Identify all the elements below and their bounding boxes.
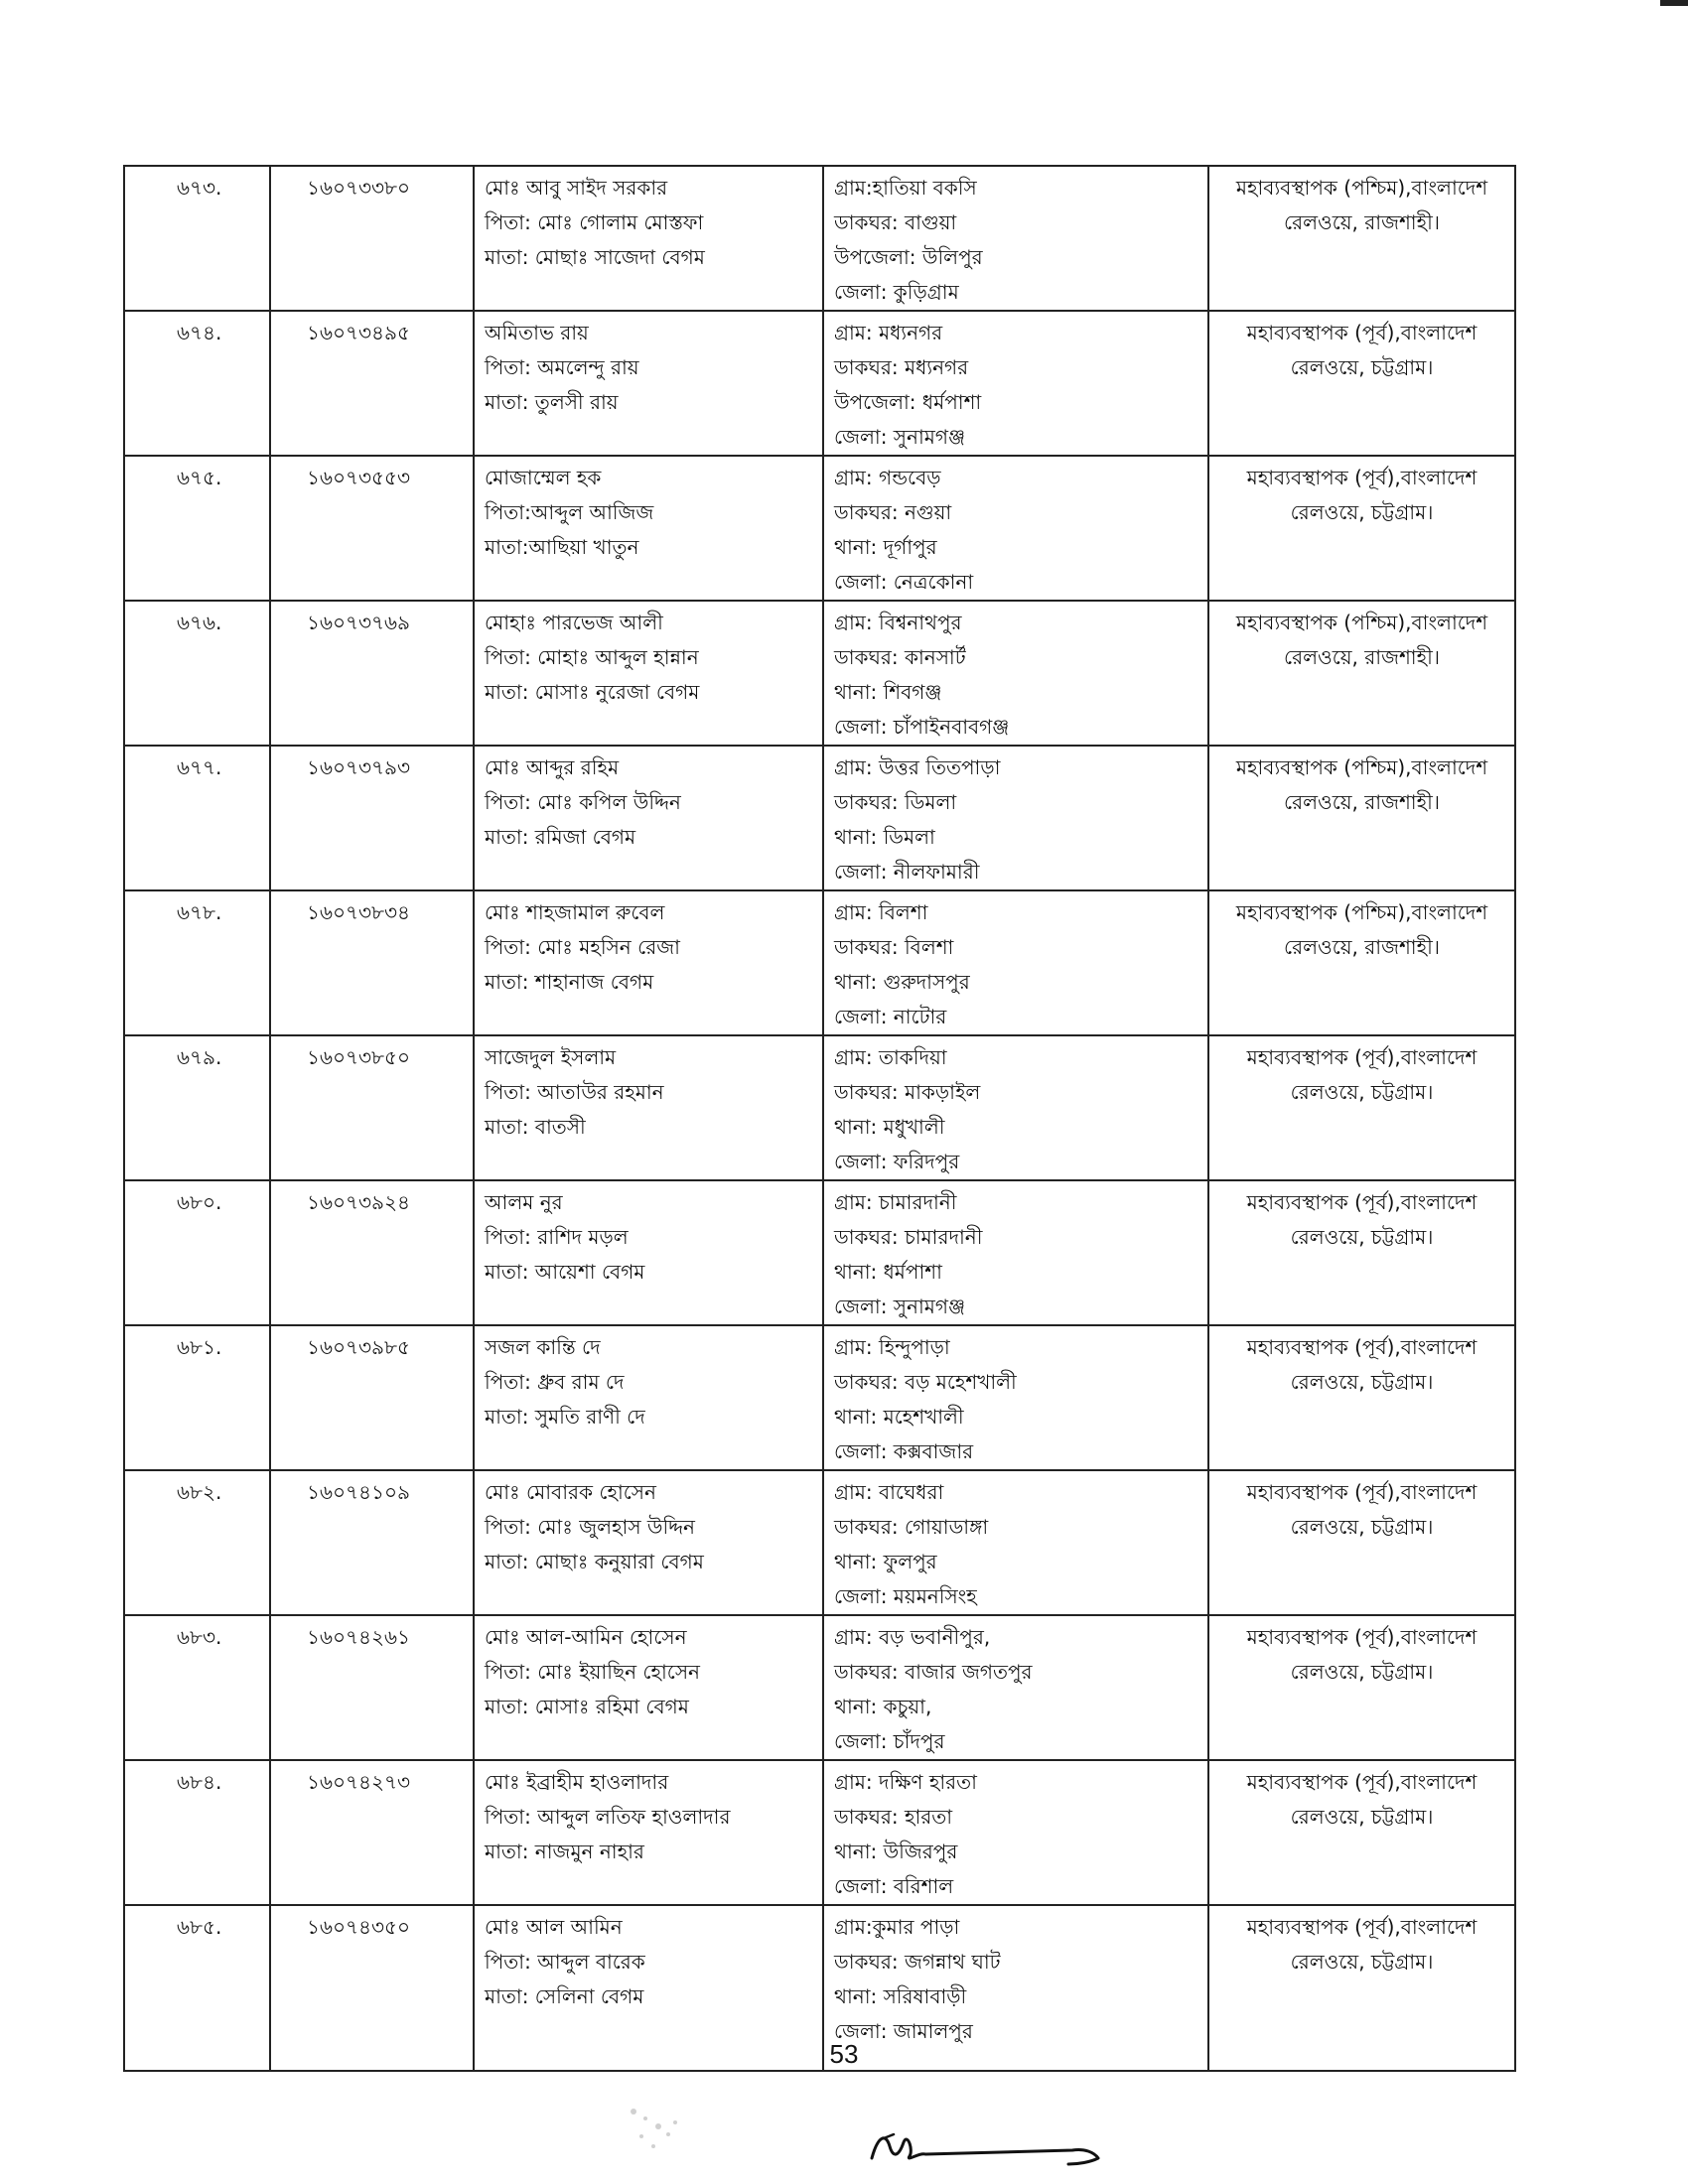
name-line: মাতা: সেলিনা বেগম (485, 1984, 644, 2008)
office-cell (1208, 601, 1515, 746)
table-row (124, 1035, 1515, 1180)
table-row (124, 1470, 1515, 1615)
serial-number: ৬৭৮. (177, 900, 222, 924)
name-line: মাতা: তুলসী রায় (485, 390, 619, 414)
name-line: মাতা: মোছাঃ কনুয়ারা বেগম (485, 1550, 704, 1573)
address-line: থানা: গুরুদাসপুর (834, 970, 970, 994)
name-line: মোহাঃ পারভেজ আলী (485, 611, 663, 634)
roll-cell (270, 1760, 474, 1905)
name-cell (474, 890, 823, 1035)
address-line: ডাকঘর: মধ্যনগর (834, 355, 969, 379)
address-line: জেলা: বরিশাল (834, 1874, 954, 1898)
table-row (124, 1325, 1515, 1470)
serial-cell (124, 166, 270, 311)
address-line: উপজেলা: ধর্মপাশা (834, 390, 982, 414)
roll-number: ১৬০৭৩৫৫৩ (307, 466, 410, 489)
name-line: মোঃ ইব্রাহীম হাওলাদার (485, 1770, 669, 1794)
name-line: পিতা: আব্দুল বারেক (485, 1950, 645, 1974)
serial-number: ৬৭৫. (177, 466, 222, 489)
roll-cell (270, 746, 474, 890)
candidate-table (123, 165, 1516, 2072)
office-line: রেলওয়ে, রাজশাহী। (1284, 935, 1440, 959)
office-line: রেলওয়ে, চট্টগ্রাম। (1290, 1370, 1434, 1394)
table-row (124, 166, 1515, 311)
office-line: মহাব্যবস্থাপক (পূর্ব),বাংলাদেশ (1246, 321, 1477, 344)
address-line: জেলা: কুড়িগ্রাম (834, 280, 959, 304)
name-line: আলম নুর (485, 1190, 563, 1214)
address-line: থানা: সরিষাবাড়ী (834, 1984, 967, 2008)
address-line: থানা: ডিমলা (834, 825, 935, 849)
office-line: রেলওয়ে, চট্টগ্রাম। (1290, 1225, 1434, 1249)
serial-number: ৬৭৩. (177, 176, 222, 200)
serial-cell (124, 890, 270, 1035)
roll-cell (270, 456, 474, 601)
name-line: পিতা: আব্দুল লতিফ হাওলাদার (485, 1805, 731, 1829)
table-row (124, 1180, 1515, 1325)
roll-number: ১৬০৭৩৩৮০ (307, 176, 410, 200)
serial-cell (124, 1180, 270, 1325)
roll-number: ১৬০৭৩৯২৪ (307, 1190, 410, 1214)
office-cell (1208, 1760, 1515, 1905)
name-line: মোঃ আল-আমিন হোসেন (485, 1625, 687, 1649)
roll-number: ১৬০৭৩৭৬৯ (307, 611, 410, 634)
address-line: ডাকঘর: নগুয়া (834, 500, 952, 524)
serial-number: ৬৮৪. (177, 1770, 222, 1794)
table-row (124, 311, 1515, 456)
office-line: মহাব্যবস্থাপক (পূর্ব),বাংলাদেশ (1246, 1045, 1477, 1069)
address-line: গ্রাম: তাকদিয়া (834, 1045, 947, 1069)
address-line: ডাকঘর: বাজার জগতপুর (834, 1660, 1033, 1684)
serial-cell (124, 456, 270, 601)
address-line: ডাকঘর: বিলশা (834, 935, 954, 959)
name-line: মোঃ মোবারক হোসেন (485, 1480, 656, 1504)
serial-number: ৬৮০. (177, 1190, 222, 1214)
name-line: পিতা: মোঃ কপিল উদ্দিন (485, 790, 681, 814)
office-line: রেলওয়ে, চট্টগ্রাম। (1290, 355, 1434, 379)
name-line: মাতা: নাজমুন নাহার (485, 1840, 644, 1863)
address-line: ডাকঘর: হারতা (834, 1805, 953, 1829)
name-line: সজল কান্তি দে (485, 1335, 601, 1359)
address-line: জেলা: সুনামগঞ্জ (834, 1295, 966, 1318)
name-line: পিতা: মোঃ ইয়াছিন হোসেন (485, 1660, 700, 1684)
name-line: মাতা: বাতসী (485, 1115, 586, 1139)
serial-number: ৬৮৩. (177, 1625, 222, 1649)
serial-number: ৬৭৪. (177, 321, 222, 344)
name-line: অমিতাভ রায় (485, 321, 589, 344)
table-row (124, 890, 1515, 1035)
address-line: গ্রাম: বাঘেধরা (834, 1480, 944, 1504)
roll-number: ১৬০৭৩৭৯৩ (307, 755, 410, 779)
office-line: মহাব্যবস্থাপক (পূর্ব),বাংলাদেশ (1246, 1625, 1477, 1649)
address-line: ডাকঘর: মাকড়াইল (834, 1080, 981, 1104)
address-line: জেলা: ফরিদপুর (834, 1150, 960, 1173)
serial-cell (124, 746, 270, 890)
name-line: সাজেদুল ইসলাম (485, 1045, 617, 1069)
roll-cell (270, 1615, 474, 1760)
scan-edge-mark (1660, 0, 1688, 6)
office-line: মহাব্যবস্থাপক (পূর্ব),বাংলাদেশ (1246, 1480, 1477, 1504)
name-cell (474, 1615, 823, 1760)
name-line: মোঃ আবু সাইদ সরকার (485, 176, 668, 200)
address-line: থানা: উজিরপুর (834, 1840, 958, 1863)
serial-number: ৬৭৬. (177, 611, 222, 634)
office-cell (1208, 456, 1515, 601)
name-cell (474, 1470, 823, 1615)
name-line: পিতা: ধ্রুব রাম দে (485, 1370, 625, 1394)
address-cell (823, 456, 1208, 601)
address-line: জেলা: ময়মনসিংহ (834, 1584, 977, 1608)
stamp-smudge (614, 2097, 703, 2156)
serial-cell (124, 311, 270, 456)
office-line: রেলওয়ে, চট্টগ্রাম। (1290, 1660, 1434, 1684)
office-line: মহাব্যবস্থাপক (পূর্ব),বাংলাদেশ (1246, 1335, 1477, 1359)
name-line: মোজাম্মেল হক (485, 466, 602, 489)
address-line: থানা: ধর্মপাশা (834, 1260, 942, 1284)
address-line: গ্রাম: বিশ্বনাথপুর (834, 611, 962, 634)
address-line: জেলা: নাটোর (834, 1005, 947, 1028)
office-line: মহাব্যবস্থাপক (পশ্চিম),বাংলাদেশ (1235, 176, 1488, 200)
name-cell (474, 166, 823, 311)
serial-number: ৬৭৭. (177, 755, 222, 779)
roll-cell (270, 311, 474, 456)
roll-cell (270, 890, 474, 1035)
name-line: মাতা: মোসাঃ নুরেজা বেগম (485, 680, 700, 704)
address-line: গ্রাম: উত্তর তিতপাড়া (834, 755, 1001, 779)
office-line: রেলওয়ে, চট্টগ্রাম। (1290, 500, 1434, 524)
address-line: গ্রাম: বিলশা (834, 900, 928, 924)
address-cell (823, 601, 1208, 746)
address-line: ডাকঘর: বড় মহেশখালী (834, 1370, 1017, 1394)
serial-number: ৬৮২. (177, 1480, 222, 1504)
office-cell (1208, 746, 1515, 890)
address-line: থানা: ফুলপুর (834, 1550, 937, 1573)
roll-cell (270, 166, 474, 311)
address-line: ডাকঘর: চামারদানী (834, 1225, 983, 1249)
office-line: রেলওয়ে, চট্টগ্রাম। (1290, 1950, 1434, 1974)
address-line: গ্রাম: দক্ষিণ হারতা (834, 1770, 977, 1794)
office-line: মহাব্যবস্থাপক (পশ্চিম),বাংলাদেশ (1235, 611, 1488, 634)
table-row (124, 1615, 1515, 1760)
office-cell (1208, 1615, 1515, 1760)
serial-number: ৬৮১. (177, 1335, 222, 1359)
name-cell (474, 746, 823, 890)
address-line: ডাকঘর: জগন্নাথ ঘাট (834, 1950, 1001, 1974)
address-cell (823, 890, 1208, 1035)
office-line: মহাব্যবস্থাপক (পূর্ব),বাংলাদেশ (1246, 1770, 1477, 1794)
roll-number: ১৬০৭৩৪৯৫ (307, 321, 410, 344)
address-line: গ্রাম: বড় ভবানীপুর, (834, 1625, 991, 1649)
office-line: রেলওয়ে, চট্টগ্রাম। (1290, 1805, 1434, 1829)
address-line: গ্রাম: চামারদানী (834, 1190, 957, 1214)
name-line: মাতা:আছিয়া খাতুন (485, 535, 639, 559)
office-line: রেলওয়ে, চট্টগ্রাম। (1290, 1080, 1434, 1104)
office-cell (1208, 1325, 1515, 1470)
name-line: পিতা: মোঃ জুলহাস উদ্দিন (485, 1515, 695, 1539)
roll-number: ১৬০৭৪৩৫০ (307, 1915, 410, 1939)
roll-number: ১৬০৭৩৮৫০ (307, 1045, 410, 1069)
address-line: জেলা: নীলফামারী (834, 860, 980, 884)
address-cell (823, 1180, 1208, 1325)
address-line: গ্রাম: গন্ডবেড় (834, 466, 941, 489)
roll-cell (270, 1325, 474, 1470)
serial-cell (124, 601, 270, 746)
table-row (124, 1760, 1515, 1905)
name-line: পিতা:আব্দুল আজিজ (485, 500, 654, 524)
office-line: রেলওয়ে, চট্টগ্রাম। (1290, 1515, 1434, 1539)
signature (864, 2124, 1112, 2174)
table-row (124, 456, 1515, 601)
roll-number: ১৬০৭৩৮৩৪ (307, 900, 410, 924)
serial-cell (124, 1760, 270, 1905)
office-cell (1208, 166, 1515, 311)
name-cell (474, 1035, 823, 1180)
roll-number: ১৬০৭৪২৭৩ (307, 1770, 410, 1794)
office-line: রেলওয়ে, রাজশাহী। (1284, 645, 1440, 669)
name-line: পিতা: আতাউর রহমান (485, 1080, 664, 1104)
name-cell (474, 456, 823, 601)
serial-number: ৬৮৫. (177, 1915, 222, 1939)
address-cell (823, 1470, 1208, 1615)
address-line: থানা: কচুয়া, (834, 1695, 932, 1718)
address-line: জেলা: কক্সবাজার (834, 1439, 974, 1463)
address-line: গ্রাম: মধ্যনগর (834, 321, 943, 344)
name-line: মাতা: মোছাঃ সাজেদা বেগম (485, 245, 705, 269)
address-line: গ্রাম:কুমার পাড়া (834, 1915, 960, 1939)
address-line: ডাকঘর: বাগুয়া (834, 210, 957, 234)
address-line: গ্রাম: হিন্দুপাড়া (834, 1335, 950, 1359)
name-line: মাতা: আয়েশা বেগম (485, 1260, 645, 1284)
serial-cell (124, 1035, 270, 1180)
serial-number: ৬৭৯. (177, 1045, 222, 1069)
address-line: জেলা: চাঁদপুর (834, 1729, 945, 1753)
office-line: মহাব্যবস্থাপক (পশ্চিম),বাংলাদেশ (1235, 755, 1488, 779)
office-cell (1208, 1180, 1515, 1325)
table-row (124, 601, 1515, 746)
name-line: পিতা: মোঃ গোলাম মোস্তফা (485, 210, 704, 234)
roll-cell (270, 1035, 474, 1180)
name-line: পিতা: অমলেন্দু রায় (485, 355, 639, 379)
address-line: গ্রাম:হাতিয়া বকসি (834, 176, 977, 200)
page-number: 53 (829, 2039, 859, 2069)
table-row (124, 746, 1515, 890)
name-cell (474, 1325, 823, 1470)
name-cell (474, 1760, 823, 1905)
address-cell (823, 1325, 1208, 1470)
office-cell (1208, 1470, 1515, 1615)
candidate-table-body (124, 166, 1515, 2071)
roll-number: ১৬০৭৩৯৮৫ (307, 1335, 410, 1359)
office-cell (1208, 1035, 1515, 1180)
address-line: থানা: দূর্গাপুর (834, 535, 937, 559)
roll-cell (270, 601, 474, 746)
name-line: মাতা: শাহানাজ বেগম (485, 970, 654, 994)
name-line: পিতা: রাশিদ মড়ল (485, 1225, 629, 1249)
address-line: ডাকঘর: ডিমলা (834, 790, 957, 814)
roll-number: ১৬০৭৪২৬১ (307, 1625, 410, 1649)
serial-cell (124, 1470, 270, 1615)
address-line: জেলা: চাঁপাইনবাবগঞ্জ (834, 715, 1010, 739)
roll-number: ১৬০৭৪১০৯ (307, 1480, 410, 1504)
office-line: মহাব্যবস্থাপক (পশ্চিম),বাংলাদেশ (1235, 900, 1488, 924)
name-line: মোঃ আব্দুর রহিম (485, 755, 620, 779)
name-cell (474, 1180, 823, 1325)
name-cell (474, 601, 823, 746)
address-line: জেলা: সুনামগঞ্জ (834, 425, 966, 449)
serial-cell (124, 1325, 270, 1470)
name-line: মাতা: রমিজা বেগম (485, 825, 636, 849)
address-cell (823, 1760, 1208, 1905)
name-line: মাতা: মোসাঃ রহিমা বেগম (485, 1695, 689, 1718)
office-cell (1208, 311, 1515, 456)
office-line: রেলওয়ে, রাজশাহী। (1284, 790, 1440, 814)
office-line: মহাব্যবস্থাপক (পূর্ব),বাংলাদেশ (1246, 466, 1477, 489)
office-line: রেলওয়ে, রাজশাহী। (1284, 210, 1440, 234)
name-line: পিতা: মোঃ মহসিন রেজা (485, 935, 680, 959)
address-cell (823, 311, 1208, 456)
address-cell (823, 166, 1208, 311)
address-cell (823, 1035, 1208, 1180)
name-line: পিতা: মোহাঃ আব্দুল হান্নান (485, 645, 699, 669)
name-line: মোঃ আল আমিন (485, 1915, 623, 1939)
address-line: থানা: মহেশখালী (834, 1405, 964, 1429)
address-cell (823, 1615, 1208, 1760)
office-cell (1208, 890, 1515, 1035)
roll-cell (270, 1180, 474, 1325)
address-line: জেলা: নেত্রকোনা (834, 570, 974, 594)
serial-cell (124, 1615, 270, 1760)
address-line: থানা: মধুখালী (834, 1115, 945, 1139)
roll-cell (270, 1470, 474, 1615)
name-cell (474, 311, 823, 456)
office-line: মহাব্যবস্থাপক (পূর্ব),বাংলাদেশ (1246, 1915, 1477, 1939)
name-line: মাতা: সুমতি রাণী দে (485, 1405, 645, 1429)
address-line: ডাকঘর: কানসার্ট (834, 645, 966, 669)
address-line: জেলা: জামালপুর (834, 2019, 973, 2043)
name-line: মোঃ শাহজামাল রুবেল (485, 900, 665, 924)
address-cell (823, 746, 1208, 890)
address-line: উপজেলা: উলিপুর (834, 245, 983, 269)
address-line: থানা: শিবগঞ্জ (834, 680, 942, 704)
office-line: মহাব্যবস্থাপক (পূর্ব),বাংলাদেশ (1246, 1190, 1477, 1214)
address-line: ডাকঘর: গোয়াডাঙ্গা (834, 1515, 989, 1539)
